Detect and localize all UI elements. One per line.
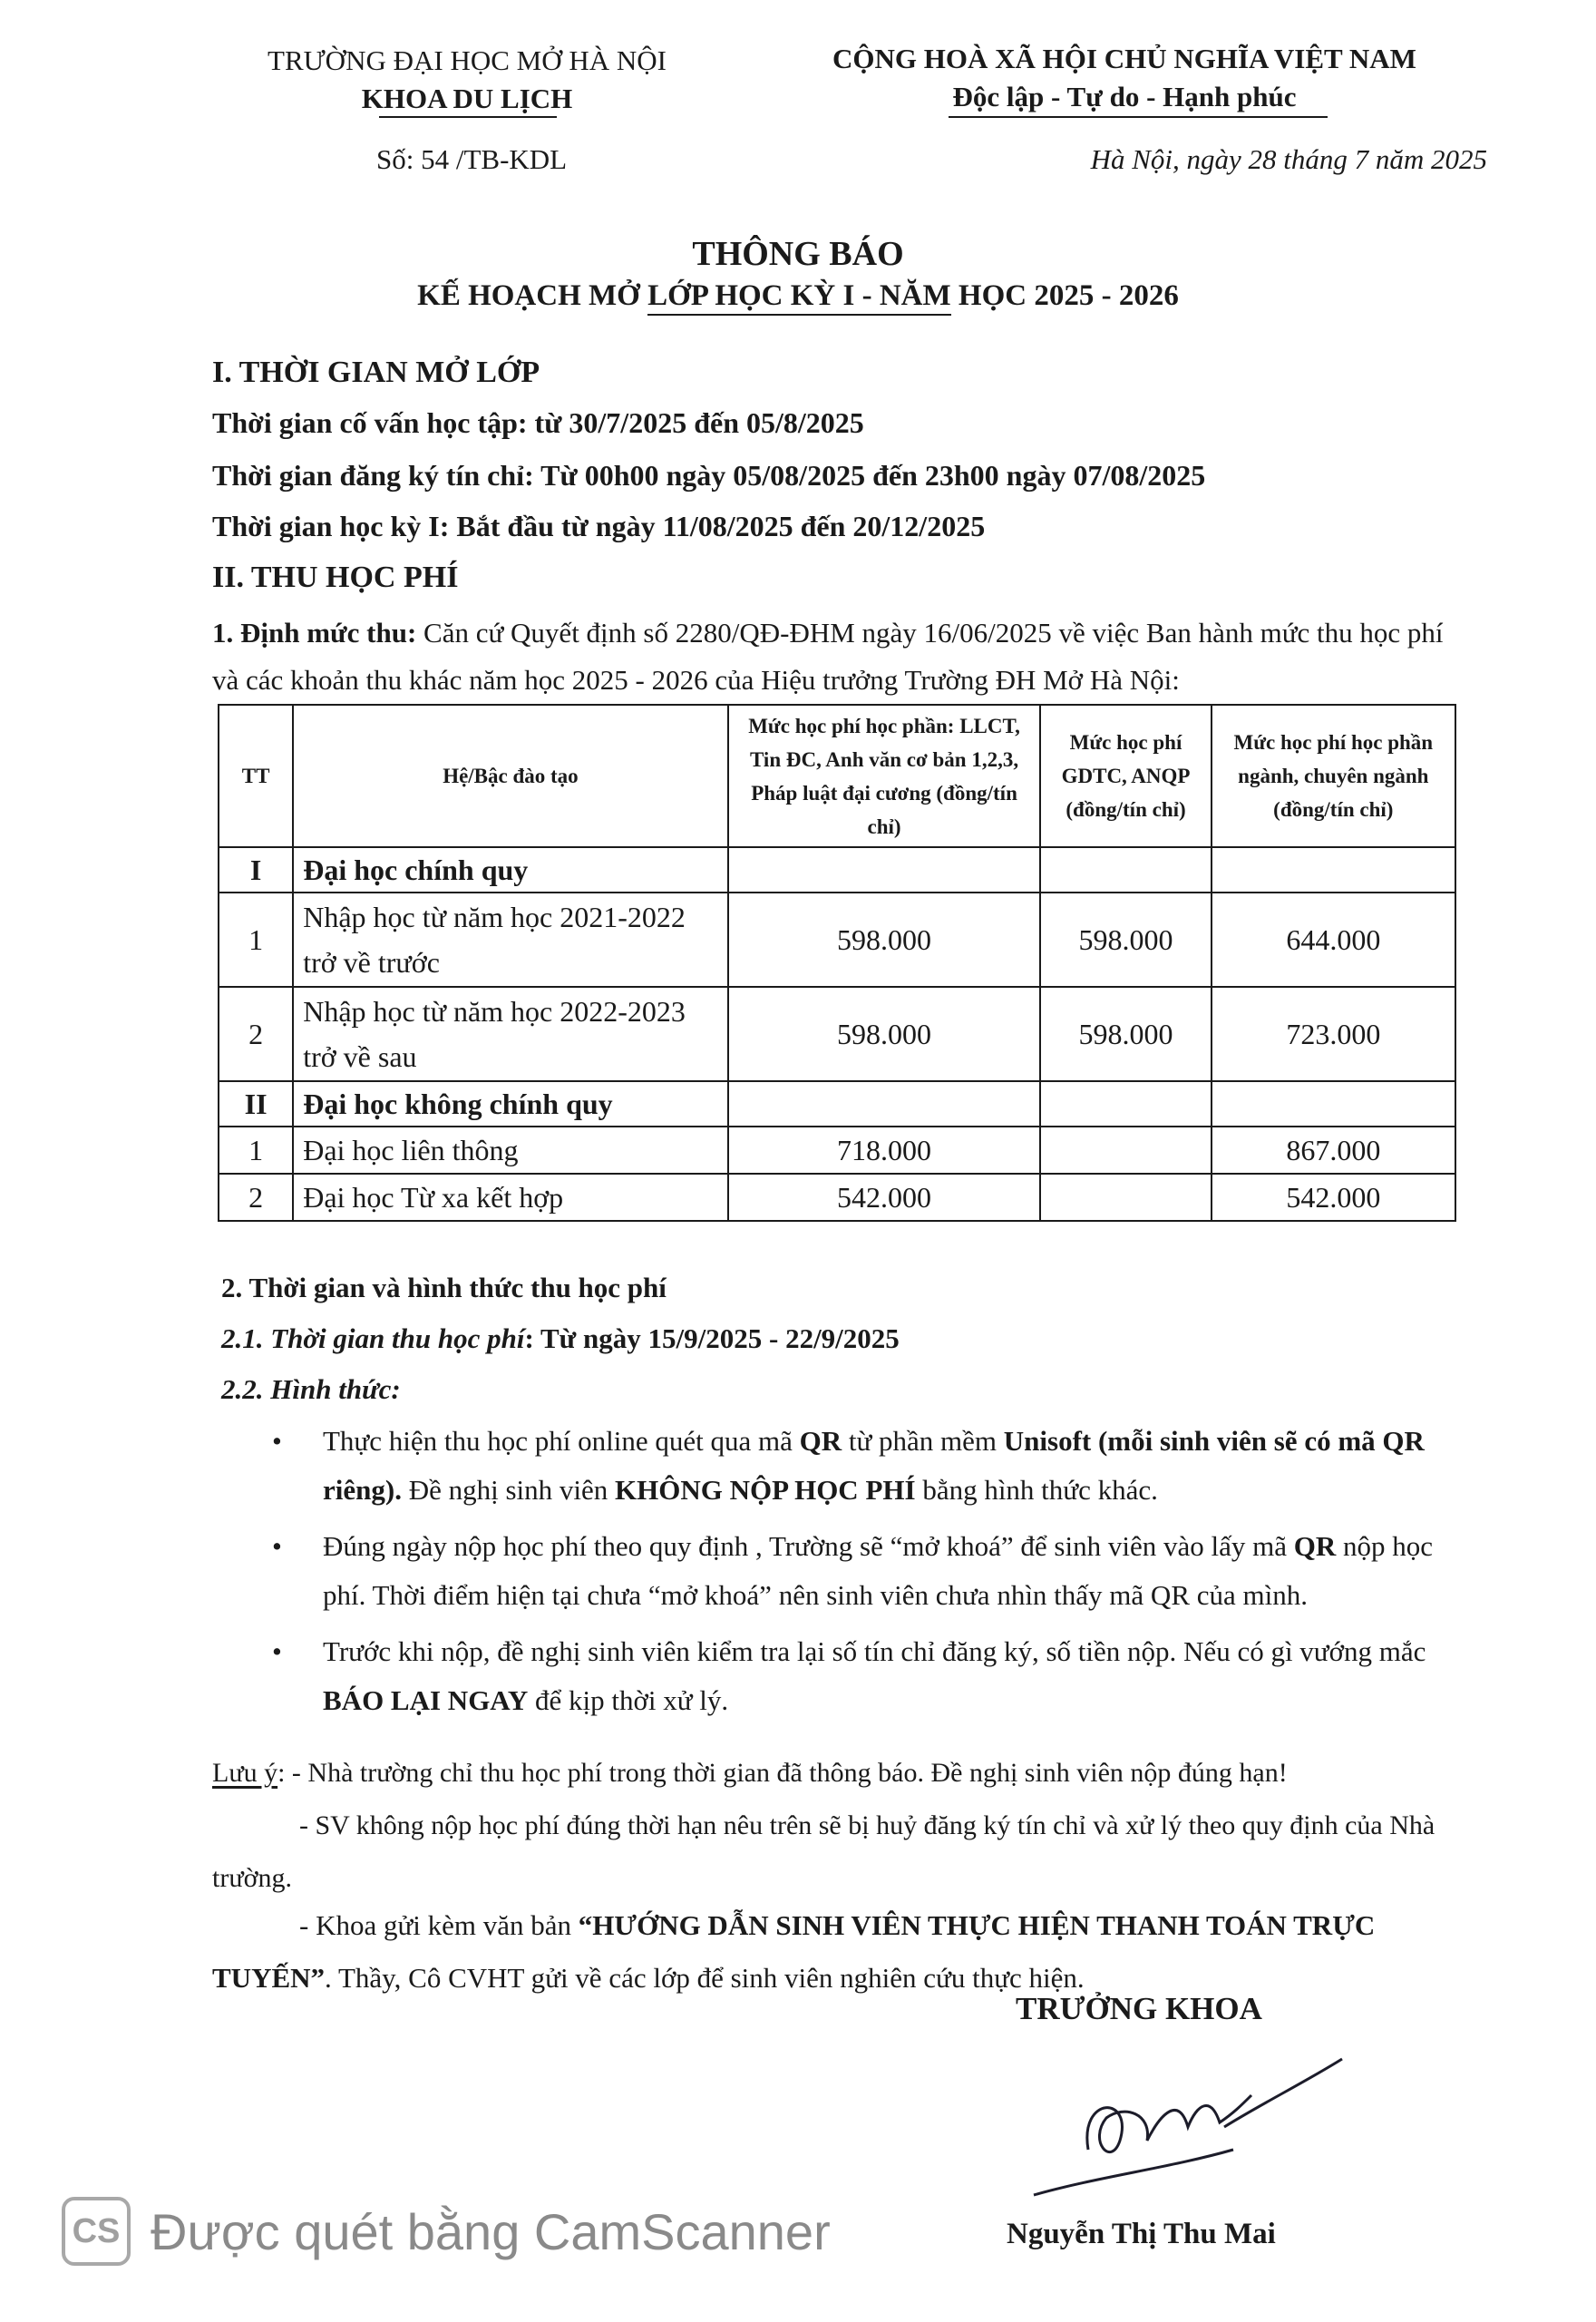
row-program-line1: Nhập học từ năm học 2022-2023 xyxy=(303,995,686,1028)
bullet-icon: • xyxy=(272,1425,282,1457)
table-row xyxy=(219,893,1455,987)
row-general-fee xyxy=(728,847,1041,893)
faculty-underline xyxy=(379,116,557,118)
header-gdtc-fee xyxy=(1040,705,1211,847)
payment-time xyxy=(221,1322,900,1355)
list-item xyxy=(272,1627,1460,1725)
bullet-qr: QR xyxy=(799,1425,842,1457)
payment-time-label: 2.1. Thời gian thu học phí xyxy=(221,1322,525,1354)
bullet-icon: • xyxy=(272,1635,282,1667)
document-number: Số: 54 /TB-KDL xyxy=(376,143,568,175)
row-program: Đại học liên thông xyxy=(293,1127,727,1174)
row-gdtc-fee xyxy=(1040,1127,1211,1174)
row-general-fee: 598.000 xyxy=(728,893,1041,987)
table-row xyxy=(219,1127,1455,1174)
nation-name: CỘNG HOÀ XÃ HỘI CHỦ NGHĨA VIỆT NAM xyxy=(832,43,1416,74)
registration-time: Thời gian đăng ký tín chỉ: Từ 00h00 ngày 05/08/2025 đến 23h00 ngày 07/08/2025 xyxy=(212,459,1206,492)
bullet-text: từ phần mềm xyxy=(842,1425,1004,1457)
row-gdtc-fee xyxy=(1040,1081,1211,1127)
row-program: Đại học Từ xa kết hợp xyxy=(293,1174,727,1221)
nation-motto: Độc lập - Tự do - Hạnh phúc xyxy=(952,81,1297,112)
motto-underline xyxy=(949,116,1328,118)
row-program-line2: trở về trước xyxy=(303,946,440,979)
subtitle-suffix: HỌC 2025 - 2026 xyxy=(950,279,1179,312)
fee-basis-text: Căn cứ Quyết định số 2280/QĐ-ĐHM ngày 16/06/2025 về việc Ban hành mức thu học phí và các khoản thu khác năm học 2025 - 2026 của Hiệu trưởng Trường ĐH Mở Hà Nội: xyxy=(212,617,1444,696)
camscanner-logo-icon: CS xyxy=(62,2197,131,2266)
fee-basis-label: 1. Định mức thu: xyxy=(212,617,417,649)
row-major-fee: 542.000 xyxy=(1212,1174,1455,1221)
note-1 xyxy=(212,1747,1464,1800)
row-major-fee: 723.000 xyxy=(1212,987,1455,1081)
row-general-fee xyxy=(728,1081,1041,1127)
nation-block xyxy=(762,40,1487,116)
table-row xyxy=(219,1081,1455,1127)
row-program xyxy=(293,987,727,1081)
bullet-text: để kịp thời xử lý. xyxy=(528,1684,729,1716)
note-3-text-end: . Thầy, Cô CVHT gửi về các lớp để sinh viên nghiên cứu thực hiện. xyxy=(325,1962,1085,1994)
note-2: - SV không nộp học phí đúng thời hạn nêu trên sẽ bị huỷ đăng ký tín chỉ và xử lý theo quy định của Nhà trường. xyxy=(212,1810,1435,1893)
payment-heading: 2. Thời gian và hình thức thu học phí xyxy=(221,1272,667,1303)
note-3-text: - Khoa gửi kèm văn bản xyxy=(299,1909,579,1941)
bullet-text: Đề nghị sinh viên xyxy=(401,1474,616,1506)
header-gdtc-fee-b: (đồng/tín chỉ) xyxy=(1066,798,1186,821)
row-tt: 2 xyxy=(219,987,293,1081)
fee-table xyxy=(218,704,1456,1222)
row-general-fee: 598.000 xyxy=(728,987,1041,1081)
row-tt: 1 xyxy=(219,1127,293,1174)
note-3-document: “HƯỚNG DẪN SINH VIÊN THỰC HIỆN THANH TOÁN TRỰC TUYẾN” xyxy=(212,1909,1376,1994)
table-row xyxy=(219,847,1455,893)
row-program: Đại học không chính quy xyxy=(293,1081,727,1127)
note-label: Lưu ý xyxy=(212,1758,278,1788)
row-tt: 1 xyxy=(219,893,293,987)
header-major-fee xyxy=(1212,705,1455,847)
header-major-fee-b: (đồng/tín chỉ) xyxy=(1273,798,1394,821)
table-row xyxy=(219,987,1455,1081)
header-gdtc-fee-a: Mức học phí GDTC, ANQP xyxy=(1061,731,1191,787)
row-gdtc-fee xyxy=(1040,1174,1211,1221)
list-item xyxy=(272,1522,1460,1620)
bullet-icon: • xyxy=(272,1530,282,1562)
row-tt: II xyxy=(219,1081,293,1127)
row-program-line1: Nhập học từ năm học 2021-2022 xyxy=(303,901,686,933)
signer-title: TRƯỞNG KHOA xyxy=(1016,1991,1262,2026)
row-program xyxy=(293,893,727,987)
header-general-fee-b: cơ bản 1,2,3, Pháp luật đại cương (đồng/tín chỉ) xyxy=(751,747,1019,838)
row-general-fee: 542.000 xyxy=(728,1174,1041,1221)
section-2-heading: II. THU HỌC PHÍ xyxy=(212,561,459,594)
header-major-fee-a: Mức học phí học phần ngành, chuyên ngành xyxy=(1233,731,1434,787)
advising-time: Thời gian cố vấn học tập: từ 30/7/2025 đến 05/8/2025 xyxy=(212,406,864,439)
bullet-warning: KHÔNG NỘP HỌC PHÍ xyxy=(615,1474,916,1506)
section-1-heading: I. THỜI GIAN MỞ LỚP xyxy=(212,356,540,389)
row-tt: I xyxy=(219,847,293,893)
camscanner-watermark xyxy=(62,2195,831,2268)
bullet-text: Thực hiện thu học phí online quét qua mã xyxy=(323,1425,800,1457)
bullet-text: Trước khi nộp, đề nghị sinh viên kiểm tra lại số tín chỉ đăng ký, số tiền nộp. Nếu có gì vướng mắc xyxy=(323,1635,1426,1667)
row-major-fee: 644.000 xyxy=(1212,893,1455,987)
bullet-text: nộp học phí. Thời điểm hiện tại chưa “mở khoá” nên sinh viên chưa nhìn thấy mã QR của mình. xyxy=(323,1530,1433,1611)
faculty-name: KHOA DU LỊCH xyxy=(361,83,573,114)
document-title: THÔNG BÁO xyxy=(692,235,904,273)
header-tt: TT xyxy=(219,705,293,847)
document-subtitle xyxy=(0,279,1596,313)
header-general-fee xyxy=(728,705,1041,847)
bullet-qr: QR xyxy=(1293,1530,1337,1562)
table-header-row xyxy=(219,705,1455,847)
handwritten-signature xyxy=(1016,2041,1360,2222)
row-gdtc-fee: 598.000 xyxy=(1040,987,1211,1081)
institution-block xyxy=(231,42,703,118)
bullet-text: bằng hình thức khác. xyxy=(915,1474,1158,1506)
row-major-fee xyxy=(1212,847,1455,893)
row-general-fee: 718.000 xyxy=(728,1127,1041,1174)
watermark-text: Được quét bằng CamScanner xyxy=(151,2202,831,2260)
signer-name: Nguyễn Thị Thu Mai xyxy=(1007,2218,1276,2250)
bullet-text: Đúng ngày nộp học phí theo quy định , Trường sẽ “mở khoá” để sinh viên vào lấy mã xyxy=(323,1530,1294,1562)
row-gdtc-fee: 598.000 xyxy=(1040,893,1211,987)
row-major-fee xyxy=(1212,1081,1455,1127)
fee-basis-paragraph xyxy=(212,610,1460,704)
payment-form-label: 2.2. Hình thức: xyxy=(221,1373,401,1405)
subtitle-underlined: LỚP HỌC KỲ I - NĂM xyxy=(647,279,951,316)
row-program-line2: trở về sau xyxy=(303,1040,417,1073)
subtitle-prefix: KẾ HOẠCH MỞ xyxy=(417,279,648,312)
list-item xyxy=(272,1417,1460,1515)
payment-form-list xyxy=(272,1417,1460,1732)
bullet-unisoft: Unisoft (mỗi sinh viên sẽ có mã QR riêng). xyxy=(323,1425,1425,1506)
row-program: Đại học chính quy xyxy=(293,847,727,893)
table-row xyxy=(219,1174,1455,1221)
university-name: TRƯỜNG ĐẠI HỌC MỞ HÀ NỘI xyxy=(268,44,667,76)
note-3 xyxy=(212,1899,1464,2005)
header-general-fee-a: Mức học phí học phần: LLCT, Tin ĐC, Anh văn xyxy=(748,714,1020,771)
semester-time: Thời gian học kỳ I: Bắt đầu từ ngày 11/08/2025 đến 20/12/2025 xyxy=(212,510,986,542)
row-tt: 2 xyxy=(219,1174,293,1221)
bullet-emphasis: BÁO LẠI NGAY xyxy=(323,1684,529,1716)
payment-time-value: : Từ ngày 15/9/2025 - 22/9/2025 xyxy=(524,1322,900,1354)
row-gdtc-fee xyxy=(1040,847,1211,893)
document-date: Hà Nội, ngày 28 tháng 7 năm 2025 xyxy=(1090,143,1487,175)
note-1-text: : - Nhà trường chỉ thu học phí trong thời gian đã thông báo. Đề nghị sinh viên nộp đúng hạn! xyxy=(277,1758,1288,1788)
row-major-fee: 867.000 xyxy=(1212,1127,1455,1174)
header-program: Hệ/Bậc đào tạo xyxy=(293,705,727,847)
